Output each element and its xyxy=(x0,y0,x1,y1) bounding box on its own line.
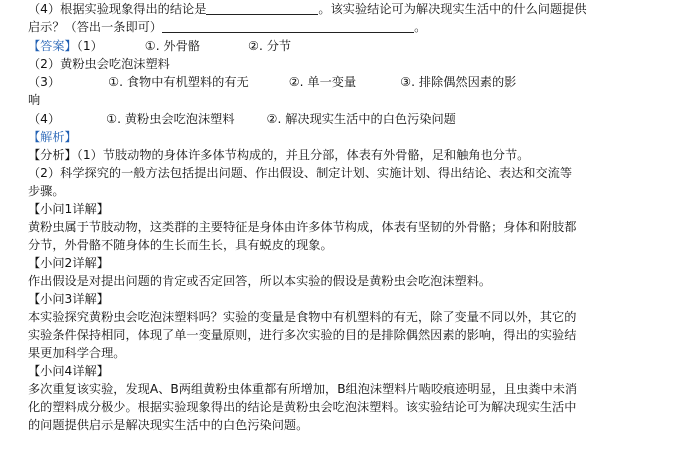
sub-question-3-label: 【小问3详解】 xyxy=(28,292,109,306)
question-4-text-cont: 。该实验结论可为解决现实生活中的什么问题提供 xyxy=(318,2,587,16)
analysis-point-2: （2）科学探究的一般方法包括提出问题、作出假设、制定计划、实施计划、得出结论、表达和交流等 xyxy=(28,166,573,180)
sub-question-3-text-cont: 实验条件保持相同，体现了单一变量原则，进行多次实验的目的是排除偶然因素的影响，得出的实验结 xyxy=(28,328,577,342)
answer-1-number: （1） xyxy=(76,39,103,53)
analysis-point-2-cont: 步骤。 xyxy=(28,184,65,198)
sub-question-2-label: 【小问2详解】 xyxy=(28,256,109,270)
sub-question-4-text-end: 的问题提供启示是解决现实生活中的白色污染问题。 xyxy=(28,418,309,432)
answer-3-number: （3） xyxy=(28,75,61,89)
sub-question-3-text-end: 果更加科学合理。 xyxy=(28,346,126,360)
answer-line-3 xyxy=(28,73,516,91)
answer-blank xyxy=(206,1,318,15)
answer-line-3-cont: 响 xyxy=(28,93,41,107)
question-4-line-1 xyxy=(28,0,587,18)
question-4-line-2 xyxy=(28,18,426,36)
answer-1-a: ①. 外骨骼 xyxy=(144,39,201,53)
analysis-point-1 xyxy=(28,146,529,164)
answer-label: 【答案】 xyxy=(28,39,77,53)
sub-question-1-text: 黄粉虫属于节肢动物，这类群的主要特征是身体由许多体节构成，体表有坚韧的外骨骼；身体和附肢都 xyxy=(28,220,577,234)
answer-3-a: ①. 食物中有机塑料的有无 xyxy=(108,75,249,89)
sub-question-2-text: 作出假设是对提出问题的肯定或否定回答，所以本实验的假设是黄粉虫会吃泡沫塑料。 xyxy=(28,274,492,288)
sub-question-4-text-cont: 化的塑料成分极少。根据实验现象得出的结论是黄粉虫会吃泡沫塑料。该实验结论可为解决现实生活中 xyxy=(28,400,577,414)
question-4-prompt: 启示？（答出一条即可） xyxy=(28,20,163,34)
analysis-sub-label: 【分析】 xyxy=(28,148,77,162)
answer-1-b: ②. 分节 xyxy=(248,39,292,53)
question-4-end: 。 xyxy=(414,20,427,34)
sub-question-4-label: 【小问4详解】 xyxy=(28,364,109,378)
sub-question-3-text: 本实验探究黄粉虫会吃泡沫塑料吗？实验的变量是食物中有机塑料的有无，除了变量不同以外，其它的 xyxy=(28,310,577,324)
analysis-point-1-text: （1）节肢动物的身体许多体节构成的，并且分部，体表有外骨骼，足和触角也分节。 xyxy=(76,148,530,162)
sub-question-1-text-cont: 分节，外骨骼不随身体的生长而生长，具有蜕皮的现象。 xyxy=(28,238,333,252)
answer-3-c: ③. 排除偶然因素的影 xyxy=(400,75,517,89)
answer-blank xyxy=(162,19,414,33)
question-4-text: （4）根据实验现象得出的结论是 xyxy=(28,2,207,16)
answer-line-1 xyxy=(28,37,291,55)
answer-4-b: ②. 解决现实生活中的白色污染问题 xyxy=(266,112,456,126)
sub-question-1-label: 【小问1详解】 xyxy=(28,202,109,216)
analysis-label: 【解析】 xyxy=(28,130,77,144)
sub-question-4-text: 多次重复该实验，发现A、B两组黄粉虫体重都有所增加，B组泡沫塑料片啮咬痕迹明显，且虫粪中未消 xyxy=(28,382,578,396)
answer-4-number: （4） xyxy=(28,112,61,126)
answer-3-b: ②. 单一变量 xyxy=(288,75,357,89)
answer-line-2: （2）黄粉虫会吃泡沫塑料 xyxy=(28,57,170,71)
answer-line-4 xyxy=(28,110,456,128)
answer-4-a: ①. 黄粉虫会吃泡沫塑料 xyxy=(106,112,235,126)
